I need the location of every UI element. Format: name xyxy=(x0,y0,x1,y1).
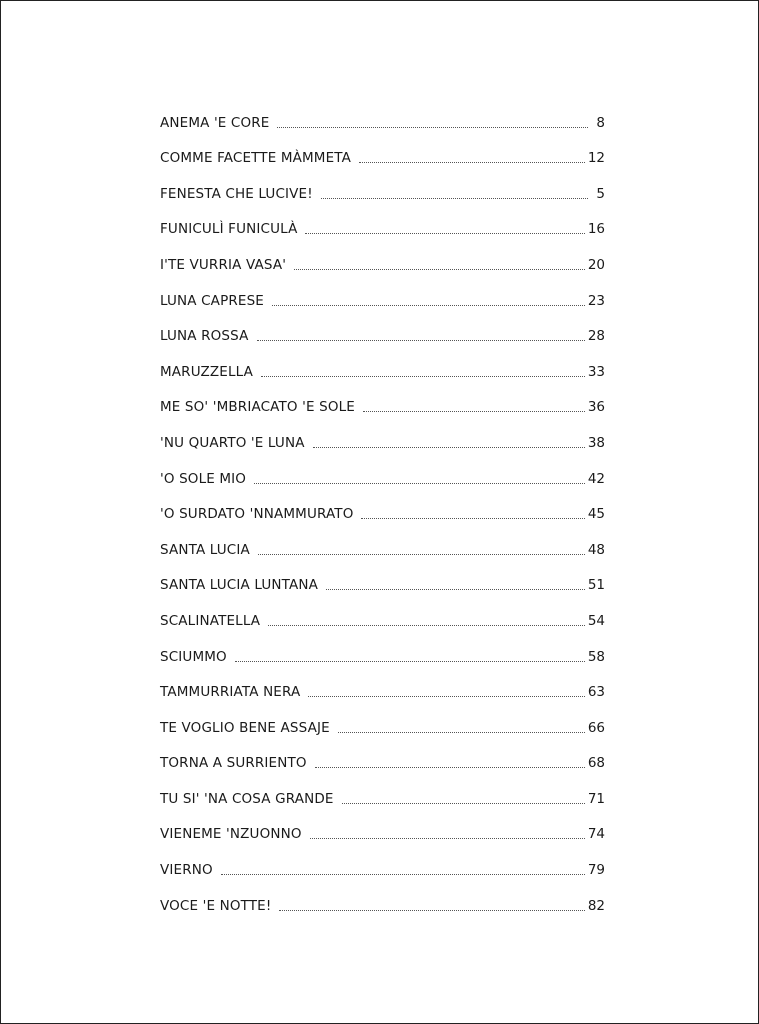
toc-dot-leader xyxy=(268,625,585,626)
toc-entry xyxy=(160,890,605,926)
toc-entry xyxy=(160,143,605,179)
toc-entry xyxy=(160,107,605,143)
toc-entry-title: ME SO' 'MBRIACATO 'E SOLE xyxy=(160,399,355,416)
toc-dot-leader xyxy=(308,696,584,697)
toc-entry-page: 28 xyxy=(587,328,605,345)
toc-entry xyxy=(160,677,605,713)
toc-entry-title: TE VOGLIO BENE ASSAJE xyxy=(160,719,330,736)
toc-entry xyxy=(160,214,605,250)
toc-entry xyxy=(160,783,605,819)
toc-dot-leader xyxy=(294,269,585,270)
toc-dot-leader xyxy=(361,518,584,519)
toc-entry-title: COMME FACETTE MÀMMETA xyxy=(160,150,352,167)
toc-entry xyxy=(160,819,605,855)
toc-dot-leader xyxy=(279,910,584,911)
toc-dot-leader xyxy=(305,233,584,234)
toc-entry xyxy=(160,392,605,428)
toc-dot-leader xyxy=(261,376,585,377)
toc-entry-page: 58 xyxy=(587,648,605,665)
toc-dot-leader xyxy=(310,838,585,839)
toc-entry-title: SANTA LUCIA LUNTANA xyxy=(160,577,318,594)
toc-entry-page: 48 xyxy=(587,541,605,558)
toc-entry-page: 66 xyxy=(587,719,605,736)
toc-entry-title: MARUZZELLA xyxy=(160,363,254,380)
toc-dot-leader xyxy=(359,162,585,163)
toc-entry-title: I'TE VURRIA VASA' xyxy=(160,256,287,273)
toc-entry-title: 'NU QUARTO 'E LUNA xyxy=(160,434,305,451)
toc-dot-leader xyxy=(315,767,585,768)
toc-entry-page: 42 xyxy=(587,470,605,487)
toc-entry-title: 'O SURDATO 'NNAMMURATO xyxy=(160,506,354,523)
toc-dot-leader xyxy=(277,127,588,128)
toc-entry-page: 12 xyxy=(587,150,605,167)
toc-entry-page: 82 xyxy=(587,897,605,914)
toc-dot-leader xyxy=(272,305,585,306)
toc-entry xyxy=(160,748,605,784)
toc-entry xyxy=(160,285,605,321)
toc-entry xyxy=(160,605,605,641)
toc-entry-title: SCIUMMO xyxy=(160,648,227,665)
toc-entry xyxy=(160,499,605,535)
toc-entry-title: LUNA CAPRESE xyxy=(160,292,264,309)
toc-dot-leader xyxy=(258,554,585,555)
toc-dot-leader xyxy=(342,803,585,804)
toc-entry-title: TAMMURRIATA NERA xyxy=(160,684,301,701)
toc-entry-page: 20 xyxy=(587,256,605,273)
toc-entry-title: VIENEME 'NZUONNO xyxy=(160,826,302,843)
toc-entry xyxy=(160,570,605,606)
toc-entry-page: 74 xyxy=(587,826,605,843)
toc-entry-title: TORNA A SURRIENTO xyxy=(160,755,307,772)
toc-entry-title: 'O SOLE MIO xyxy=(160,470,247,487)
toc-entry xyxy=(160,463,605,499)
toc-dot-leader xyxy=(321,198,588,199)
toc-entry-page: 51 xyxy=(587,577,605,594)
toc-entry-page: 8 xyxy=(596,114,605,131)
toc-dot-leader xyxy=(221,874,585,875)
table-of-contents xyxy=(160,107,605,926)
toc-entry-title: VOCE 'E NOTTE! xyxy=(160,897,272,914)
toc-dot-leader xyxy=(235,661,585,662)
toc-entry-title: TU SI' 'NA COSA GRANDE xyxy=(160,790,334,807)
toc-dot-leader xyxy=(363,411,585,412)
toc-dot-leader xyxy=(254,483,585,484)
toc-entry-page: 16 xyxy=(587,221,605,238)
toc-entry-page: 5 xyxy=(596,185,605,202)
toc-entry xyxy=(160,356,605,392)
toc-entry xyxy=(160,427,605,463)
toc-dot-leader xyxy=(257,340,585,341)
toc-entry-page: 33 xyxy=(587,363,605,380)
toc-entry-page: 38 xyxy=(587,434,605,451)
toc-entry-page: 63 xyxy=(587,684,605,701)
toc-dot-leader xyxy=(338,732,585,733)
toc-entry-title: SCALINATELLA xyxy=(160,612,261,629)
toc-entry-title: ANEMA 'E CORE xyxy=(160,114,270,131)
toc-entry xyxy=(160,641,605,677)
toc-entry-page: 45 xyxy=(587,506,605,523)
toc-entry xyxy=(160,854,605,890)
toc-entry xyxy=(160,712,605,748)
toc-dot-leader xyxy=(326,589,585,590)
toc-entry-title: FUNICULÌ FUNICULÀ xyxy=(160,221,298,238)
toc-entry-title: VIERNO xyxy=(160,862,213,879)
toc-entry-page: 23 xyxy=(587,292,605,309)
toc-entry-title: LUNA ROSSA xyxy=(160,328,249,345)
toc-entry-page: 54 xyxy=(587,612,605,629)
toc-entry-page: 68 xyxy=(587,755,605,772)
toc-entry xyxy=(160,178,605,214)
toc-entry xyxy=(160,321,605,357)
toc-entry-page: 79 xyxy=(587,862,605,879)
toc-entry-page: 71 xyxy=(587,790,605,807)
toc-entry-title: SANTA LUCIA xyxy=(160,541,250,558)
toc-dot-leader xyxy=(313,447,585,448)
toc-entry-page: 36 xyxy=(587,399,605,416)
toc-entry xyxy=(160,534,605,570)
toc-entry xyxy=(160,249,605,285)
toc-entry-title: FENESTA CHE LUCIVE! xyxy=(160,185,313,202)
